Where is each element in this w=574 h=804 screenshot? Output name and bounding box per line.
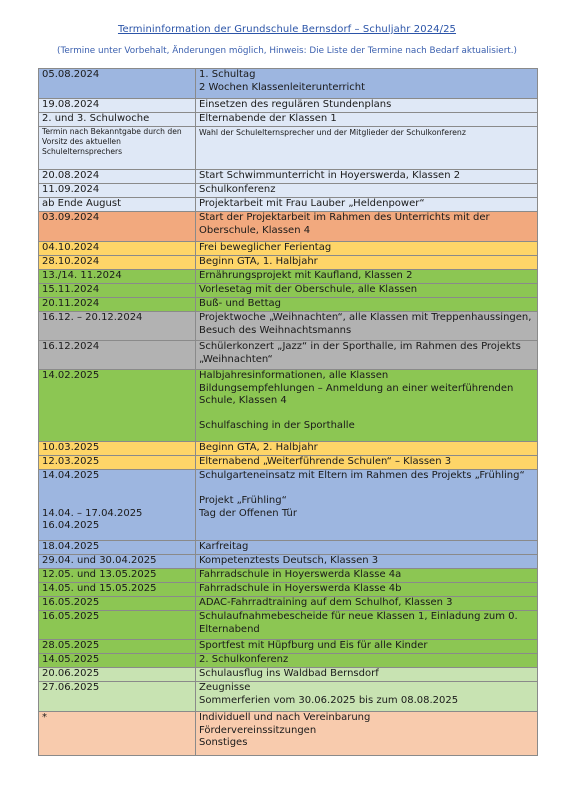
event-cell: Wahl der Schulelternsprecher und der Mitglieder der Schulkonferenz — [196, 127, 538, 170]
event-cell: Schulgarteneinsatz mit Eltern im Rahmen des Projekts „Frühling“ Projekt „Frühling“ Tag der Offenen Tür — [196, 470, 538, 541]
date-cell: 2. und 3. Schulwoche — [39, 113, 196, 127]
event-cell: Individuell und nach Vereinbarung Fördervereinssitzungen Sonstiges — [196, 712, 538, 756]
event-cell: Schulaufnahmebescheide für neue Klassen 1, Einladung zum 0. Elternabend — [196, 611, 538, 640]
table-row — [39, 611, 538, 640]
event-cell: Halbjahresinformationen, alle Klassen Bildungsempfehlungen – Anmeldung an einer weiterführenden Schule, Klassen 4 Schulfasching in der Sporthalle — [196, 370, 538, 442]
date-cell: 19.08.2024 — [39, 99, 196, 113]
table-row — [39, 99, 538, 113]
date-cell: 16.12. – 20.12.2024 — [39, 312, 196, 341]
event-cell: Vorlesetag mit der Oberschule, alle Klassen — [196, 284, 538, 298]
table-row — [39, 442, 538, 456]
event-cell: 1. Schultag 2 Wochen Klassenleiterunterricht — [196, 69, 538, 99]
date-cell: 03.09.2024 — [39, 212, 196, 242]
date-cell: 27.06.2025 — [39, 682, 196, 712]
table-row — [39, 470, 538, 541]
table-row — [39, 712, 538, 756]
table-row — [39, 184, 538, 198]
table-row — [39, 284, 538, 298]
table-row — [39, 583, 538, 597]
table-row — [39, 298, 538, 312]
table-row — [39, 212, 538, 242]
table-row — [39, 170, 538, 184]
date-cell: 14.05.2025 — [39, 654, 196, 668]
date-cell: 05.08.2024 — [39, 69, 196, 99]
table-row — [39, 640, 538, 654]
date-cell: Termin nach Bekanntgabe durch den Vorsitz des aktuellen Schulelternsprechers — [39, 127, 196, 170]
event-cell: Buß- und Bettag — [196, 298, 538, 312]
date-cell: 12.03.2025 — [39, 456, 196, 470]
table-row — [39, 242, 538, 256]
table-row — [39, 256, 538, 270]
table-row — [39, 370, 538, 442]
table-row — [39, 270, 538, 284]
event-cell: Projektarbeit mit Frau Lauber „Heldenpower“ — [196, 198, 538, 212]
event-cell: ADAC-Fahrradtraining auf dem Schulhof, Klassen 3 — [196, 597, 538, 611]
event-cell: Projektwoche „Weihnachten“, alle Klassen mit Treppenhaussingen, Besuch des Weihnachtsmanns — [196, 312, 538, 341]
event-cell: Schulkonferenz — [196, 184, 538, 198]
event-cell: Kompetenztests Deutsch, Klassen 3 — [196, 555, 538, 569]
table-row — [39, 113, 538, 127]
date-cell: 28.05.2025 — [39, 640, 196, 654]
date-cell: 15.11.2024 — [39, 284, 196, 298]
date-cell: 16.12.2024 — [39, 341, 196, 370]
event-cell: Einsetzen des regulären Stundenplans — [196, 99, 538, 113]
document-subtitle: (Termine unter Vorbehalt, Änderungen möglich, Hinweis: Die Liste der Termine nach Bedarf aktualisiert.) — [57, 46, 517, 56]
event-cell: Schülerkonzert „Jazz“ in der Sporthalle, im Rahmen des Projekts „Weihnachten“ — [196, 341, 538, 370]
event-cell: Fahrradschule in Hoyerswerda Klasse 4b — [196, 583, 538, 597]
date-cell: 12.05. und 13.05.2025 — [39, 569, 196, 583]
event-cell: Schulausflug ins Waldbad Bernsdorf — [196, 668, 538, 682]
date-cell: ab Ende August — [39, 198, 196, 212]
table-row — [39, 127, 538, 170]
event-cell: Elternabende der Klassen 1 — [196, 113, 538, 127]
event-cell: Beginn GTA, 2. Halbjahr — [196, 442, 538, 456]
table-row — [39, 341, 538, 370]
table-row — [39, 597, 538, 611]
table-row — [39, 198, 538, 212]
date-cell: 16.05.2025 — [39, 597, 196, 611]
event-cell: Karfreitag — [196, 541, 538, 555]
date-cell: 14.05. und 15.05.2025 — [39, 583, 196, 597]
date-cell: 16.05.2025 — [39, 611, 196, 640]
event-cell: Ernährungsprojekt mit Kaufland, Klassen 2 — [196, 270, 538, 284]
date-cell: 10.03.2025 — [39, 442, 196, 456]
table-row — [39, 456, 538, 470]
date-cell: 28.10.2024 — [39, 256, 196, 270]
table-row — [39, 541, 538, 555]
event-cell: Start Schwimmunterricht in Hoyerswerda, Klassen 2 — [196, 170, 538, 184]
event-cell: Zeugnisse Sommerferien vom 30.06.2025 bis zum 08.08.2025 — [196, 682, 538, 712]
date-cell: * — [39, 712, 196, 756]
date-cell: 20.06.2025 — [39, 668, 196, 682]
table-row — [39, 312, 538, 341]
date-cell: 14.04.2025 14.04. – 17.04.2025 16.04.2025 — [39, 470, 196, 541]
date-cell: 04.10.2024 — [39, 242, 196, 256]
table-row — [39, 654, 538, 668]
document-title: Termininformation der Grundschule Bernsdorf – Schuljahr 2024/25 — [117, 24, 457, 35]
date-cell: 11.09.2024 — [39, 184, 196, 198]
event-cell: Elternabend „Weiterführende Schulen“ – Klassen 3 — [196, 456, 538, 470]
date-cell: 13./14. 11.2024 — [39, 270, 196, 284]
event-cell: 2. Schulkonferenz — [196, 654, 538, 668]
table-row — [39, 555, 538, 569]
date-cell: 20.11.2024 — [39, 298, 196, 312]
event-cell: Start der Projektarbeit im Rahmen des Unterrichts mit der Oberschule, Klassen 4 — [196, 212, 538, 242]
table-row — [39, 682, 538, 712]
event-cell: Frei beweglicher Ferientag — [196, 242, 538, 256]
date-cell: 29.04. und 30.04.2025 — [39, 555, 196, 569]
event-cell: Beginn GTA, 1. Halbjahr — [196, 256, 538, 270]
table-row — [39, 69, 538, 99]
event-cell: Fahrradschule in Hoyerswerda Klasse 4a — [196, 569, 538, 583]
date-cell: 14.02.2025 — [39, 370, 196, 442]
date-cell: 18.04.2025 — [39, 541, 196, 555]
table-row — [39, 569, 538, 583]
table-row — [39, 668, 538, 682]
date-cell: 20.08.2024 — [39, 170, 196, 184]
event-cell: Sportfest mit Hüpfburg und Eis für alle Kinder — [196, 640, 538, 654]
schedule-table — [38, 68, 538, 756]
